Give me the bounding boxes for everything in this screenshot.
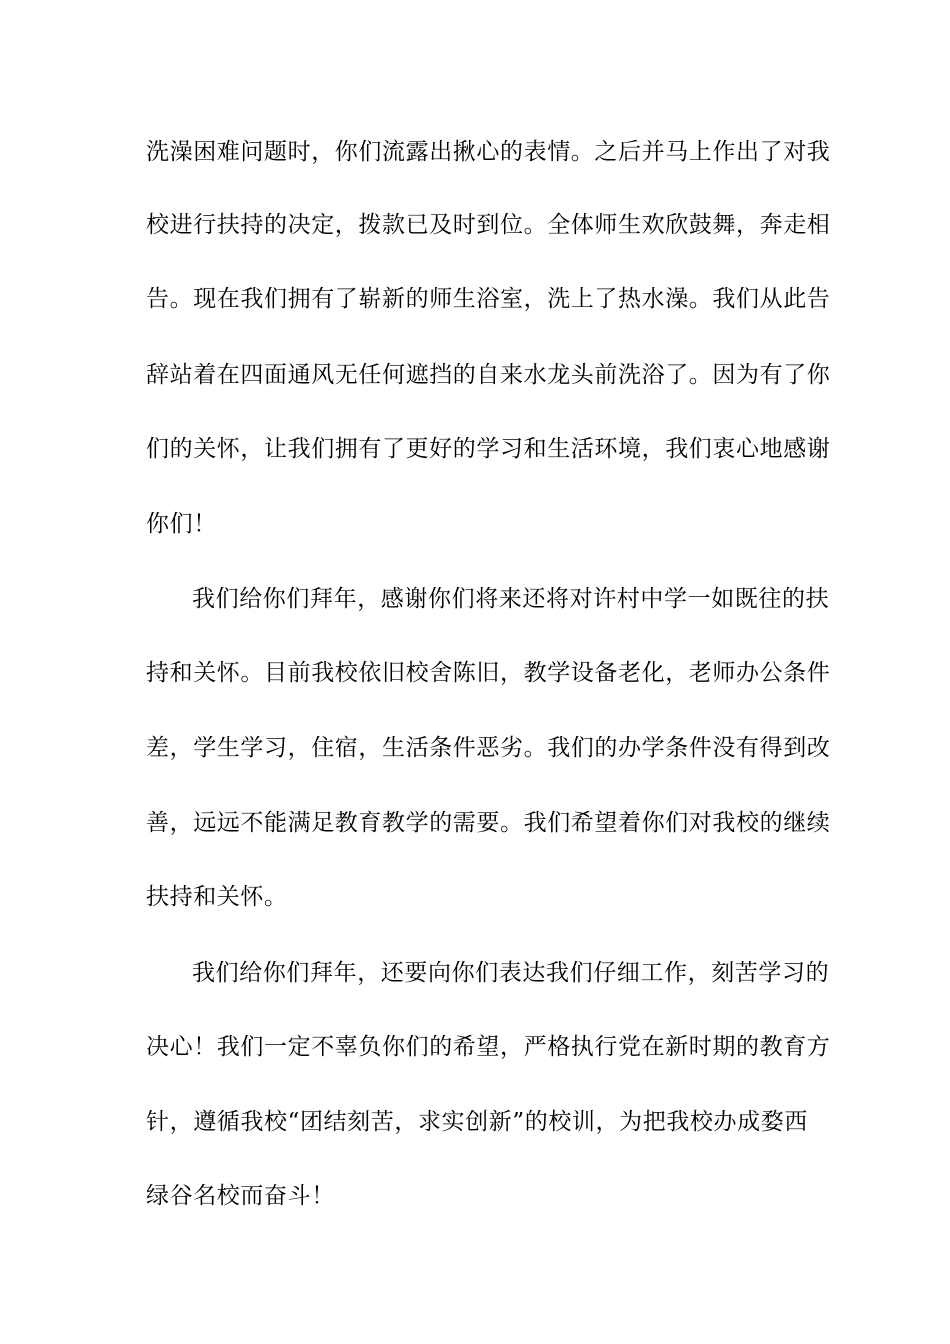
- text-line: 洗澡困难问题时，你们流露出揪心的表情。之后并马上作出了对我: [146, 139, 831, 165]
- text-line: 你们！: [146, 511, 217, 537]
- text-line: 扶持和关怀。: [146, 884, 288, 910]
- text-line: 辞站着在四面通风无任何遮挡的自来水龙头前洗浴了。因为有了你: [146, 362, 831, 388]
- text-line: 们的关怀，让我们拥有了更好的学习和生活环境，我们衷心地感谢: [146, 436, 831, 462]
- text-line: 差，学生学习，住宿，生活条件恶劣。我们的办学条件没有得到改: [146, 735, 831, 761]
- text-line: 告。现在我们拥有了崭新的师生浴室，洗上了热水澡。我们从此告: [146, 286, 831, 312]
- paragraph-first-line: 我们给你们拜年，感谢你们将来还将对许村中学一如既往的扶: [192, 586, 830, 612]
- text-line: 决心！我们一定不辜负你们的希望，严格执行党在新时期的教育方: [146, 1034, 831, 1060]
- text-line: 持和关怀。目前我校依旧校舍陈旧，教学设备老化，老师办公条件: [146, 660, 831, 686]
- text-line: 针，遵循我校“团结刻苦，求实创新”的校训，为把我校办成婺西: [146, 1109, 808, 1135]
- text-line: 绿谷名校而奋斗！: [146, 1183, 335, 1209]
- text-line: 校进行扶持的决定，拨款已及时到位。全体师生欢欣鼓舞，奔走相: [146, 212, 831, 238]
- paragraph-first-line: 我们给你们拜年，还要向你们表达我们仔细工作，刻苦学习的: [192, 960, 830, 986]
- text-line: 善，远远不能满足教育教学的需要。我们希望着你们对我校的继续: [146, 810, 831, 836]
